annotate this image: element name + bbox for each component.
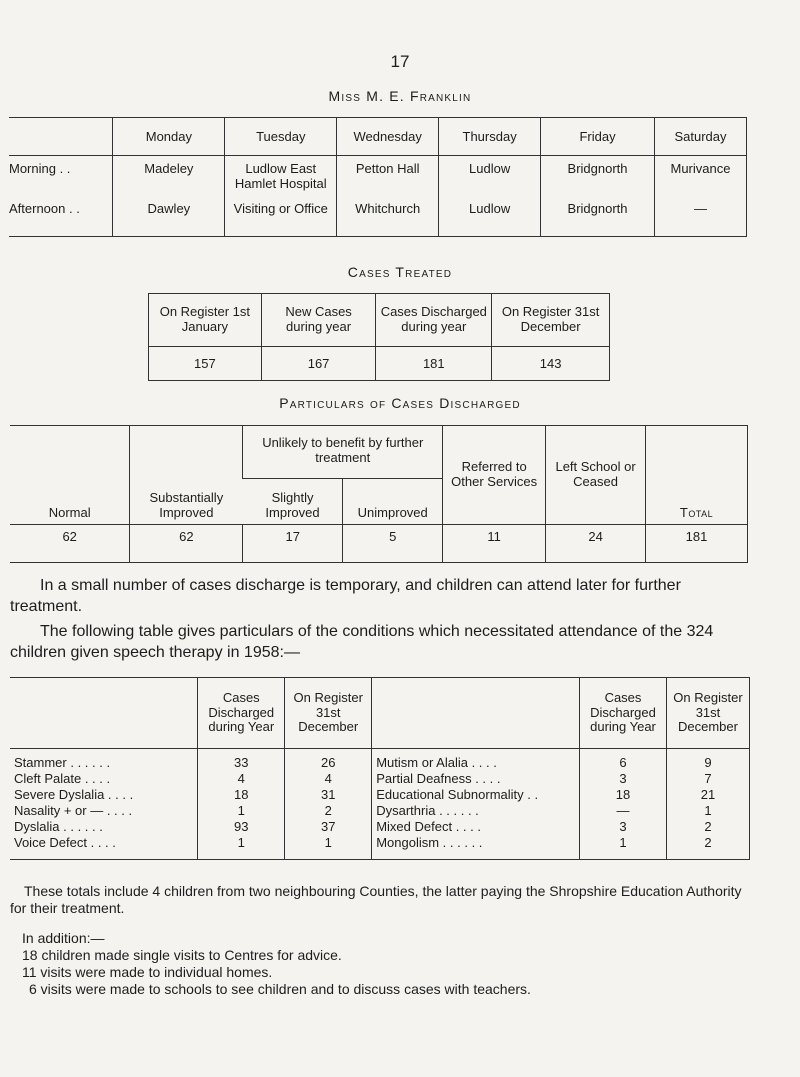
condition-row xyxy=(10,803,750,819)
condition-value: 33 xyxy=(198,749,285,772)
conditions-header: Cases Discharged during Year xyxy=(198,678,285,749)
therapist-name: Miss M. E. Franklin xyxy=(328,88,472,104)
substantially-improved-header: Substantially Improved xyxy=(130,426,243,525)
page-number: 17 xyxy=(390,52,410,71)
condition-value: 2 xyxy=(666,819,749,835)
cases-header: On Register 1st January xyxy=(149,294,262,347)
particulars-value-row xyxy=(10,525,748,563)
weekly-schedule-table xyxy=(9,117,747,237)
particulars-value: 17 xyxy=(243,525,343,563)
schedule-cell: Ludlow xyxy=(439,201,541,237)
condition-value: 1 xyxy=(580,835,667,860)
condition-value: 4 xyxy=(285,771,372,787)
condition-value: — xyxy=(580,803,667,819)
referred-header: Referred to Other Services xyxy=(443,426,546,525)
conditions-header-row xyxy=(10,678,750,749)
cases-value: 157 xyxy=(149,347,262,381)
schedule-cell: Ludlow xyxy=(439,156,541,202)
condition-value: 1 xyxy=(666,803,749,819)
condition-value: 18 xyxy=(580,787,667,803)
schedule-cell: — xyxy=(654,201,746,237)
schedule-row-morning xyxy=(9,156,747,202)
cases-header: On Register 31st December xyxy=(492,294,610,347)
cases-value: 143 xyxy=(492,347,610,381)
day-header: Wednesday xyxy=(337,118,439,156)
condition-value: 31 xyxy=(285,787,372,803)
condition-value: 7 xyxy=(666,771,749,787)
condition-label: Dysarthria . . . . . . xyxy=(372,803,580,819)
condition-value: 18 xyxy=(198,787,285,803)
cases-treated-table xyxy=(148,293,610,381)
condition-label: Dyslalia . . . . . . xyxy=(14,819,103,834)
condition-value: 1 xyxy=(285,835,372,860)
particulars-header-row-1 xyxy=(10,426,748,479)
note-neighbouring-counties: These totals include 4 children from two neighbouring Counties, the latter paying the Shropshire Education Authority for their treatment. xyxy=(10,883,742,916)
conditions-header: On Register 31st December xyxy=(285,678,372,749)
condition-label: Partial Deafness . . . . xyxy=(372,771,580,787)
condition-value: 2 xyxy=(666,835,749,860)
schedule-cell: Visiting or Office xyxy=(225,201,337,237)
condition-value: 37 xyxy=(285,819,372,835)
conditions-header: Cases Discharged during Year xyxy=(580,678,667,749)
schedule-cell: Petton Hall xyxy=(337,156,439,202)
condition-value: 1 xyxy=(198,835,285,860)
conditions-blank-header xyxy=(372,678,580,749)
particulars-table xyxy=(10,425,748,563)
particulars-value: 11 xyxy=(443,525,546,563)
unlikely-to-benefit-header: Unlikely to benefit by further treatment xyxy=(243,426,443,479)
day-header: Monday xyxy=(113,118,225,156)
condition-label: Nasality + or — . . . . xyxy=(14,803,133,818)
condition-label: Stammer . . . . . . xyxy=(14,755,111,770)
day-header: Tuesday xyxy=(225,118,337,156)
cases-value: 181 xyxy=(376,347,492,381)
particulars-value: 181 xyxy=(646,525,748,563)
condition-value: 9 xyxy=(666,749,749,772)
cases-header: New Cases during year xyxy=(261,294,376,347)
addition-line: 6 visits were made to schools to see children and to discuss cases with teachers. xyxy=(29,981,531,997)
condition-row xyxy=(10,771,750,787)
particulars-value: 62 xyxy=(130,525,243,563)
row-label: Morning . . xyxy=(9,161,71,176)
slightly-improved-header: Slightly Improved xyxy=(265,490,320,521)
unimproved-header: Unimproved xyxy=(343,479,443,525)
condition-value: 26 xyxy=(285,749,372,772)
schedule-cell: Whitchurch xyxy=(337,201,439,237)
day-header: Saturday xyxy=(654,118,746,156)
paragraph-conditions-intro: The following table gives particulars of the conditions which necessitated attendance of the 324 children given speech therapy in 1958:— xyxy=(10,623,714,661)
cases-treated-title: Cases Treated xyxy=(347,264,453,280)
condition-label: Severe Dyslalia . . . . xyxy=(14,787,134,802)
conditions-table xyxy=(10,677,750,860)
condition-label: Mongolism . . . . . . xyxy=(372,835,580,860)
schedule-cell: Ludlow East Hamlet Hospital xyxy=(225,156,337,202)
row-label: Afternoon . . xyxy=(9,201,80,216)
condition-value: 3 xyxy=(580,819,667,835)
particulars-value: 24 xyxy=(546,525,646,563)
condition-row xyxy=(10,749,750,772)
particulars-value: 62 xyxy=(62,529,77,544)
normal-header: Normal xyxy=(48,505,91,521)
schedule-header-row xyxy=(9,118,747,156)
condition-label: Voice Defect . . . . xyxy=(14,835,116,850)
condition-value: 21 xyxy=(666,787,749,803)
condition-row xyxy=(10,835,750,860)
day-header: Thursday xyxy=(439,118,541,156)
condition-label: Cleft Palate . . . . xyxy=(14,771,111,786)
conditions-corner-cell xyxy=(10,678,198,749)
day-header: Friday xyxy=(541,118,655,156)
schedule-cell: Murivance xyxy=(654,156,746,202)
particulars-value: 5 xyxy=(343,525,443,563)
schedule-cell: Dawley xyxy=(113,201,225,237)
cases-header: Cases Discharged during year xyxy=(376,294,492,347)
total-header: Total xyxy=(646,426,748,525)
conditions-header: On Register 31st December xyxy=(666,678,749,749)
condition-value: 3 xyxy=(580,771,667,787)
condition-label: Mutism or Alalia . . . . xyxy=(372,749,580,772)
schedule-cell: Bridgnorth xyxy=(541,201,655,237)
addition-line: 18 children made single visits to Centres for advice. xyxy=(22,947,342,963)
schedule-corner-cell xyxy=(9,118,113,156)
condition-value: 6 xyxy=(580,749,667,772)
condition-label: Educational Subnormality . . xyxy=(372,787,580,803)
condition-label: Mixed Defect . . . . xyxy=(372,819,580,835)
left-school-header: Left School or Ceased xyxy=(546,426,646,525)
schedule-cell: Madeley xyxy=(113,156,225,202)
particulars-title: Particulars of Cases Discharged xyxy=(279,395,521,411)
condition-value: 2 xyxy=(285,803,372,819)
cases-value: 167 xyxy=(261,347,376,381)
schedule-row-afternoon xyxy=(9,201,747,237)
condition-value: 93 xyxy=(198,819,285,835)
condition-value: 4 xyxy=(198,771,285,787)
condition-row xyxy=(10,819,750,835)
cases-value-row xyxy=(149,347,610,381)
condition-value: 1 xyxy=(198,803,285,819)
cases-header-row xyxy=(149,294,610,347)
paragraph-temporary-discharge: In a small number of cases discharge is temporary, and children can attend later for further treatment. xyxy=(10,577,681,615)
condition-row xyxy=(10,787,750,803)
schedule-cell: Bridgnorth xyxy=(541,156,655,202)
addition-line: 11 visits were made to individual homes. xyxy=(22,964,273,980)
addition-intro: In addition:— xyxy=(22,930,105,946)
